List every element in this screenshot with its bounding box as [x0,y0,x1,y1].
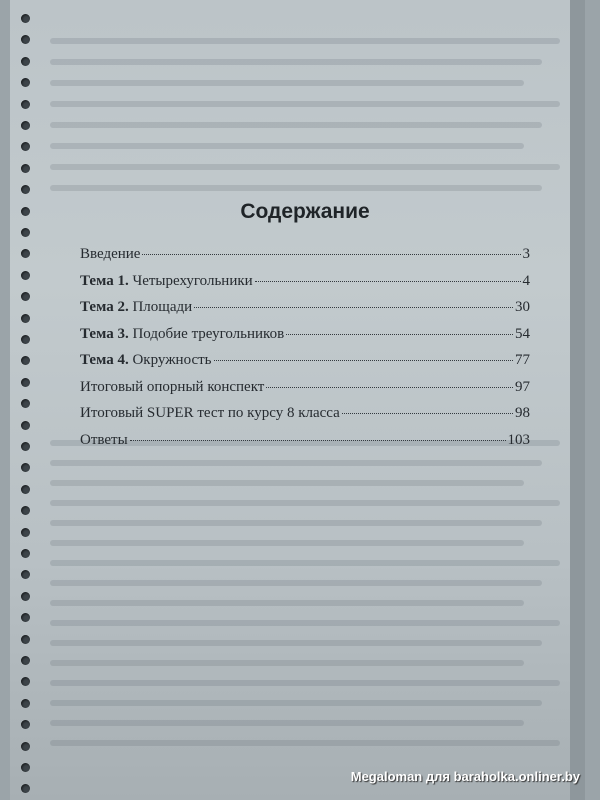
binding-hole [21,378,30,387]
bleed-line [50,185,542,191]
toc-leader-dots [130,440,506,441]
toc-entry-label: Тема 3. Подобие треугольников [80,325,285,342]
toc-entry-label: Тема 4. Окружность [80,352,212,368]
toc-entry-5 [80,379,530,406]
toc-entry-7 [80,432,530,459]
binding-hole [21,528,30,537]
bleed-line [50,700,542,706]
binding-hole [21,613,30,622]
binding-hole [21,742,30,751]
toc-entry-4 [80,352,530,379]
binding-hole [21,720,30,729]
binding-hole [21,292,30,301]
binding-hole [21,121,30,130]
toc-entry-page: 103 [507,431,530,448]
bleed-line [50,740,560,746]
toc-entry-1 [80,273,530,300]
spiral-binding [10,0,40,800]
binding-hole [21,249,30,258]
toc-leader-dots [194,307,513,308]
toc-entry-label: Тема 2. Площади [80,299,193,315]
toc-entry-label: Итоговый опорный конспект [80,378,265,395]
binding-hole [21,570,30,579]
binding-hole [21,164,30,173]
bleed-line [50,520,542,526]
binding-hole [21,57,30,66]
bleed-line [50,620,560,626]
binding-hole [21,442,30,451]
watermark: Megaloman для baraholka.onliner.by [350,769,580,784]
page-edge-shadow [570,0,585,800]
binding-hole [21,656,30,665]
binding-hole [21,142,30,151]
binding-hole [21,335,30,344]
toc-entry-3 [80,326,530,353]
bleed-line [50,640,542,646]
binding-hole [21,763,30,772]
toc-leader-dots [266,387,513,388]
binding-hole [21,356,30,365]
bleed-line [50,540,524,546]
bleed-line [50,80,524,86]
toc-entry-page: 3 [522,246,530,262]
bleed-line [50,560,560,566]
binding-hole [21,207,30,216]
binding-hole [21,14,30,23]
bleed-line [50,480,524,486]
binding-hole [21,399,30,408]
bleed-line [50,122,542,128]
toc-leader-dots [214,360,513,361]
binding-hole [21,421,30,430]
toc-entry-label: Итоговый SUPER тест по курсу 8 класса [80,405,340,421]
binding-hole [21,314,30,323]
toc-entry-page: 97 [515,378,530,395]
toc-entry-2 [80,299,530,326]
toc-leader-dots [286,334,513,335]
bleed-line [50,460,542,466]
binding-hole [21,228,30,237]
binding-hole [21,463,30,472]
toc-entry-page: 54 [515,325,530,342]
toc-entry-page: 98 [515,405,530,421]
binding-hole [21,592,30,601]
bleed-line [50,720,524,726]
bleed-line [50,500,560,506]
binding-hole [21,35,30,44]
toc-entry-page: 4 [522,272,530,289]
binding-hole [21,271,30,280]
toc-leader-dots [142,254,520,255]
bleed-line [50,680,560,686]
binding-hole [21,485,30,494]
toc-entry-6 [80,405,530,432]
table-of-contents [80,200,530,458]
toc-title: Содержание [240,200,370,223]
toc-entry-page: 30 [515,299,530,315]
binding-hole [21,185,30,194]
binding-hole [21,506,30,515]
binding-hole [21,100,30,109]
binding-hole [21,635,30,644]
bleed-line [50,164,560,170]
binding-hole [21,549,30,558]
toc-entry-page: 77 [515,352,530,368]
binding-hole [21,78,30,87]
bleed-line [50,660,524,666]
bleed-line [50,59,542,65]
binding-hole [21,784,30,793]
toc-entry-label: Ответы [80,431,128,448]
bleed-line [50,580,542,586]
toc-entry-0 [80,246,530,273]
binding-hole [21,677,30,686]
toc-leader-dots [342,413,513,414]
toc-entry-label: Введение [80,246,141,262]
toc-entry-label: Тема 1. Четырехугольники [80,272,253,289]
bleed-line [50,600,524,606]
bleed-line [50,38,560,44]
binding-hole [21,699,30,708]
toc-leader-dots [255,281,521,282]
book-page [10,0,585,800]
bleed-line [50,143,524,149]
bleed-line [50,101,560,107]
